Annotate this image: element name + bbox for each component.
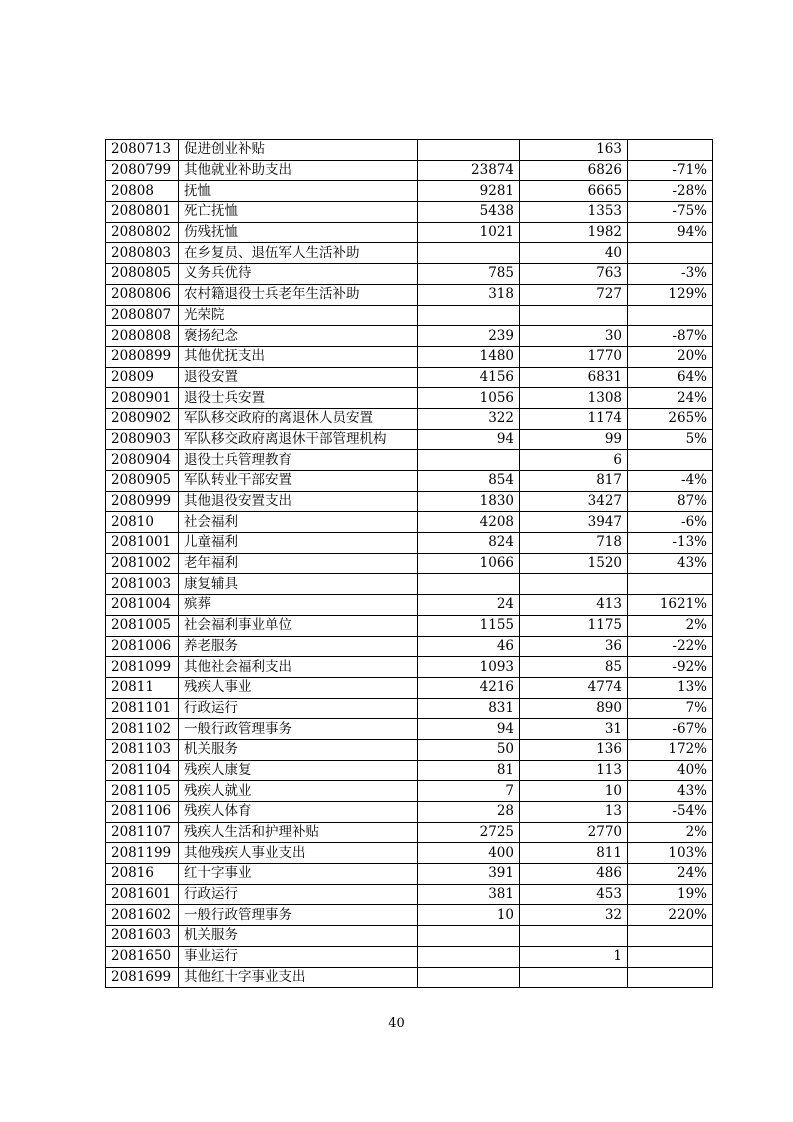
row-value-1: 9281 — [418, 181, 520, 202]
row-name: 军队移交政府的离退休人员安置 — [179, 408, 418, 429]
row-change-percent: -4% — [628, 471, 713, 492]
row-name: 义务兵优待 — [179, 264, 418, 285]
table-row — [106, 864, 713, 885]
row-value-2: 6 — [520, 450, 628, 471]
row-name: 残疾人事业 — [179, 677, 418, 698]
row-change-percent: 2% — [628, 822, 713, 843]
row-value-1: 785 — [418, 264, 520, 285]
row-code: 2080904 — [106, 450, 179, 471]
row-value-2: 890 — [520, 698, 628, 719]
table-row — [106, 202, 713, 223]
row-value-1: 4156 — [418, 367, 520, 388]
table-row — [106, 802, 713, 823]
row-value-2 — [520, 574, 628, 595]
row-code: 2080801 — [106, 202, 179, 223]
row-code: 2081001 — [106, 533, 179, 554]
row-value-2: 1174 — [520, 408, 628, 429]
row-name: 社会福利事业单位 — [179, 615, 418, 636]
row-value-1 — [418, 243, 520, 264]
table-row — [106, 326, 713, 347]
row-name: 死亡抚恤 — [179, 202, 418, 223]
row-code: 2081650 — [106, 946, 179, 967]
row-change-percent: 64% — [628, 367, 713, 388]
row-value-2: 4774 — [520, 677, 628, 698]
row-name: 在乡复员、退伍军人生活补助 — [179, 243, 418, 264]
row-value-2: 99 — [520, 429, 628, 450]
row-value-1: 391 — [418, 864, 520, 885]
row-name: 其他残疾人事业支出 — [179, 843, 418, 864]
row-code: 2080903 — [106, 429, 179, 450]
row-value-1: 831 — [418, 698, 520, 719]
row-code: 2080713 — [106, 140, 179, 161]
row-name: 军队移交政府离退休干部管理机构 — [179, 429, 418, 450]
row-value-2: 6665 — [520, 181, 628, 202]
row-name: 康复辅具 — [179, 574, 418, 595]
row-change-percent: -75% — [628, 202, 713, 223]
table-row — [106, 574, 713, 595]
row-value-1: 1093 — [418, 657, 520, 678]
row-code: 2081199 — [106, 843, 179, 864]
row-code: 20811 — [106, 677, 179, 698]
row-code: 20809 — [106, 367, 179, 388]
table-row — [106, 140, 713, 161]
row-change-percent: -71% — [628, 160, 713, 181]
row-name: 一般行政管理事务 — [179, 905, 418, 926]
row-value-1: 94 — [418, 719, 520, 740]
row-code: 2081106 — [106, 802, 179, 823]
row-change-percent: -22% — [628, 636, 713, 657]
row-name: 残疾人就业 — [179, 781, 418, 802]
row-name: 其他优抚支出 — [179, 346, 418, 367]
row-value-1: 239 — [418, 326, 520, 347]
row-value-1: 400 — [418, 843, 520, 864]
row-change-percent — [628, 574, 713, 595]
row-value-2: 2770 — [520, 822, 628, 843]
row-change-percent: 103% — [628, 843, 713, 864]
row-value-1: 4216 — [418, 677, 520, 698]
row-change-percent: -28% — [628, 181, 713, 202]
row-code: 2081603 — [106, 926, 179, 947]
table-row — [106, 533, 713, 554]
table-row — [106, 491, 713, 512]
row-code: 2080899 — [106, 346, 179, 367]
table-row — [106, 843, 713, 864]
row-change-percent: 5% — [628, 429, 713, 450]
row-name: 机关服务 — [179, 926, 418, 947]
row-value-2: 1175 — [520, 615, 628, 636]
row-name: 儿童福利 — [179, 533, 418, 554]
row-code: 20810 — [106, 512, 179, 533]
row-code: 2080808 — [106, 326, 179, 347]
row-value-2: 718 — [520, 533, 628, 554]
row-code: 2081601 — [106, 884, 179, 905]
table-row — [106, 822, 713, 843]
row-code: 2080902 — [106, 408, 179, 429]
table-row — [106, 698, 713, 719]
row-name: 社会福利 — [179, 512, 418, 533]
row-change-percent — [628, 243, 713, 264]
table-row — [106, 615, 713, 636]
row-change-percent — [628, 305, 713, 326]
row-value-2: 6826 — [520, 160, 628, 181]
table-row — [106, 512, 713, 533]
row-code: 2081105 — [106, 781, 179, 802]
row-value-2: 30 — [520, 326, 628, 347]
row-value-1 — [418, 574, 520, 595]
row-name: 退役士兵管理教育 — [179, 450, 418, 471]
row-value-1: 1066 — [418, 553, 520, 574]
table-row — [106, 222, 713, 243]
row-name: 行政运行 — [179, 698, 418, 719]
row-name: 退役安置 — [179, 367, 418, 388]
row-value-1: 28 — [418, 802, 520, 823]
row-name: 机关服务 — [179, 739, 418, 760]
row-value-2: 763 — [520, 264, 628, 285]
row-value-2 — [520, 967, 628, 988]
row-code: 2081102 — [106, 719, 179, 740]
row-value-2: 113 — [520, 760, 628, 781]
row-value-2: 13 — [520, 802, 628, 823]
row-value-2: 727 — [520, 284, 628, 305]
row-name: 抚恤 — [179, 181, 418, 202]
row-value-2: 36 — [520, 636, 628, 657]
row-name: 事业运行 — [179, 946, 418, 967]
table-row — [106, 160, 713, 181]
row-name: 退役士兵安置 — [179, 388, 418, 409]
row-change-percent: -6% — [628, 512, 713, 533]
row-value-2 — [520, 926, 628, 947]
row-value-1: 824 — [418, 533, 520, 554]
row-value-1: 81 — [418, 760, 520, 781]
row-value-1: 5438 — [418, 202, 520, 223]
row-change-percent — [628, 967, 713, 988]
row-change-percent: 94% — [628, 222, 713, 243]
row-change-percent: -67% — [628, 719, 713, 740]
table-row — [106, 553, 713, 574]
row-value-1: 1830 — [418, 491, 520, 512]
row-name: 其他社会福利支出 — [179, 657, 418, 678]
row-code: 2080806 — [106, 284, 179, 305]
budget-table — [105, 139, 713, 988]
row-value-2: 486 — [520, 864, 628, 885]
row-code: 2081107 — [106, 822, 179, 843]
row-value-2: 3947 — [520, 512, 628, 533]
row-change-percent — [628, 926, 713, 947]
row-value-1: 7 — [418, 781, 520, 802]
row-code: 2081103 — [106, 739, 179, 760]
row-name: 其他退役安置支出 — [179, 491, 418, 512]
row-value-1: 10 — [418, 905, 520, 926]
row-change-percent: 40% — [628, 760, 713, 781]
row-name: 老年福利 — [179, 553, 418, 574]
table-row — [106, 967, 713, 988]
row-value-2 — [520, 305, 628, 326]
row-value-1: 2725 — [418, 822, 520, 843]
table-row — [106, 926, 713, 947]
row-value-1: 23874 — [418, 160, 520, 181]
row-change-percent: 24% — [628, 864, 713, 885]
row-code: 2081006 — [106, 636, 179, 657]
row-value-2: 817 — [520, 471, 628, 492]
row-name: 褒扬纪念 — [179, 326, 418, 347]
row-value-1 — [418, 140, 520, 161]
row-value-2: 6831 — [520, 367, 628, 388]
row-value-1 — [418, 926, 520, 947]
table-row — [106, 264, 713, 285]
table-row — [106, 450, 713, 471]
table-row — [106, 388, 713, 409]
row-name: 残疾人生活和护理补贴 — [179, 822, 418, 843]
row-code: 2080901 — [106, 388, 179, 409]
row-value-1 — [418, 946, 520, 967]
table-row — [106, 636, 713, 657]
row-name: 军队转业干部安置 — [179, 471, 418, 492]
table-row — [106, 181, 713, 202]
row-value-2: 85 — [520, 657, 628, 678]
row-value-2: 32 — [520, 905, 628, 926]
row-change-percent: 43% — [628, 553, 713, 574]
row-value-1: 94 — [418, 429, 520, 450]
row-value-2: 811 — [520, 843, 628, 864]
row-value-1 — [418, 967, 520, 988]
table-row — [106, 471, 713, 492]
row-name: 光荣院 — [179, 305, 418, 326]
table-row — [106, 781, 713, 802]
row-code: 2080905 — [106, 471, 179, 492]
row-value-1: 24 — [418, 595, 520, 616]
row-value-1: 50 — [418, 739, 520, 760]
row-code: 2081005 — [106, 615, 179, 636]
row-value-2: 10 — [520, 781, 628, 802]
row-code: 20816 — [106, 864, 179, 885]
row-code: 2080807 — [106, 305, 179, 326]
row-code: 2081003 — [106, 574, 179, 595]
row-change-percent: 172% — [628, 739, 713, 760]
budget-table-body — [106, 140, 713, 988]
row-value-1: 854 — [418, 471, 520, 492]
row-code: 2080799 — [106, 160, 179, 181]
row-value-1: 46 — [418, 636, 520, 657]
row-name: 促进创业补贴 — [179, 140, 418, 161]
table-row — [106, 905, 713, 926]
row-name: 殡葬 — [179, 595, 418, 616]
row-name: 其他就业补助支出 — [179, 160, 418, 181]
table-row — [106, 408, 713, 429]
row-code: 2080803 — [106, 243, 179, 264]
table-row — [106, 429, 713, 450]
row-code: 20808 — [106, 181, 179, 202]
row-change-percent: 7% — [628, 698, 713, 719]
row-code: 2081099 — [106, 657, 179, 678]
row-value-2: 413 — [520, 595, 628, 616]
row-value-1 — [418, 450, 520, 471]
table-row — [106, 595, 713, 616]
row-value-1 — [418, 305, 520, 326]
row-value-1: 1155 — [418, 615, 520, 636]
row-name: 养老服务 — [179, 636, 418, 657]
row-value-1: 1480 — [418, 346, 520, 367]
row-value-1: 318 — [418, 284, 520, 305]
row-change-percent: 19% — [628, 884, 713, 905]
row-value-2: 1520 — [520, 553, 628, 574]
row-change-percent: 265% — [628, 408, 713, 429]
row-change-percent — [628, 140, 713, 161]
row-value-2: 40 — [520, 243, 628, 264]
table-row — [106, 284, 713, 305]
row-name: 一般行政管理事务 — [179, 719, 418, 740]
row-change-percent: 220% — [628, 905, 713, 926]
table-row — [106, 760, 713, 781]
page-number: 40 — [388, 1016, 405, 1031]
row-name: 红十字事业 — [179, 864, 418, 885]
row-value-1: 322 — [418, 408, 520, 429]
row-value-1: 1021 — [418, 222, 520, 243]
table-row — [106, 305, 713, 326]
row-change-percent: 24% — [628, 388, 713, 409]
row-name: 行政运行 — [179, 884, 418, 905]
row-value-2: 1353 — [520, 202, 628, 223]
row-value-1: 1056 — [418, 388, 520, 409]
table-row — [106, 367, 713, 388]
row-value-2: 3427 — [520, 491, 628, 512]
row-change-percent — [628, 946, 713, 967]
row-change-percent: 2% — [628, 615, 713, 636]
row-change-percent — [628, 450, 713, 471]
row-change-percent: 43% — [628, 781, 713, 802]
row-code: 2080999 — [106, 491, 179, 512]
row-value-1: 381 — [418, 884, 520, 905]
row-code: 2081699 — [106, 967, 179, 988]
row-value-2: 136 — [520, 739, 628, 760]
row-change-percent: 87% — [628, 491, 713, 512]
row-change-percent: 129% — [628, 284, 713, 305]
table-row — [106, 243, 713, 264]
row-code: 2081104 — [106, 760, 179, 781]
row-change-percent: 20% — [628, 346, 713, 367]
row-change-percent: 1621% — [628, 595, 713, 616]
table-row — [106, 946, 713, 967]
row-code: 2080802 — [106, 222, 179, 243]
row-value-2: 453 — [520, 884, 628, 905]
row-value-2: 1982 — [520, 222, 628, 243]
row-name: 农村籍退役士兵老年生活补助 — [179, 284, 418, 305]
row-change-percent: -13% — [628, 533, 713, 554]
row-change-percent: -3% — [628, 264, 713, 285]
row-value-2: 1 — [520, 946, 628, 967]
row-change-percent: -54% — [628, 802, 713, 823]
table-row — [106, 719, 713, 740]
row-value-1: 4208 — [418, 512, 520, 533]
row-code: 2081004 — [106, 595, 179, 616]
table-row — [106, 677, 713, 698]
row-value-2: 163 — [520, 140, 628, 161]
row-code: 2081002 — [106, 553, 179, 574]
row-change-percent: -92% — [628, 657, 713, 678]
row-code: 2080805 — [106, 264, 179, 285]
row-code: 2081602 — [106, 905, 179, 926]
table-row — [106, 657, 713, 678]
row-change-percent: -87% — [628, 326, 713, 347]
table-row — [106, 346, 713, 367]
row-value-2: 1308 — [520, 388, 628, 409]
row-name: 残疾人康复 — [179, 760, 418, 781]
row-value-2: 1770 — [520, 346, 628, 367]
row-name: 其他红十字事业支出 — [179, 967, 418, 988]
table-row — [106, 884, 713, 905]
table-row — [106, 739, 713, 760]
row-name: 残疾人体育 — [179, 802, 418, 823]
row-code: 2081101 — [106, 698, 179, 719]
row-value-2: 31 — [520, 719, 628, 740]
row-name: 伤残抚恤 — [179, 222, 418, 243]
row-change-percent: 13% — [628, 677, 713, 698]
